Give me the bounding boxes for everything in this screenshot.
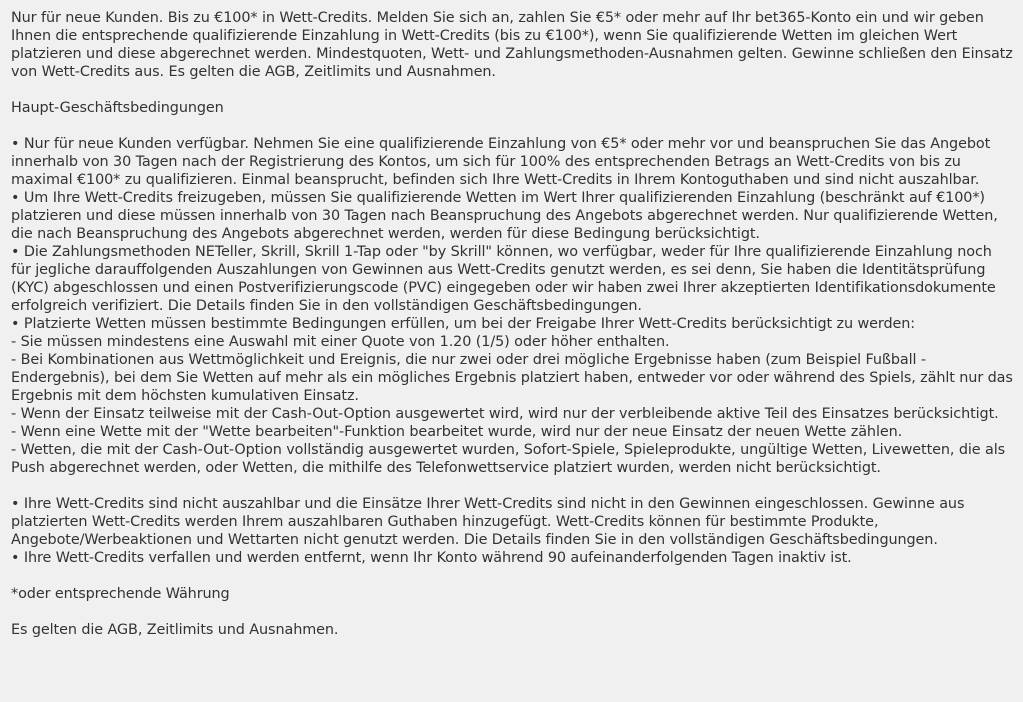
- spacer: [11, 477, 1013, 495]
- spacer: [11, 117, 1013, 135]
- bullet-bet-conditions: • Platzierte Wetten müssen bestimmte Bedingungen erfüllen, um bei der Freigabe Ihrer Wett-Credits berücksichtigt zu werden:: [11, 316, 916, 332]
- spacer: [11, 603, 1013, 621]
- currency-footnote: *oder entsprechende Währung: [11, 586, 230, 602]
- terms-heading: Haupt-Geschäftsbedingungen: [11, 100, 224, 116]
- condition-edit-bet: - Wenn eine Wette mit der "Wette bearbeiten"-Funktion bearbeitet wurde, wird nur der neue Einsatz der neuen Wette zählen.: [11, 424, 903, 440]
- condition-min-odds: - Sie müssen mindestens eine Auswahl mit einer Quote von 1.20 (1/5) oder höher enthalten.: [11, 334, 670, 350]
- condition-combinations: - Bei Kombinationen aus Wettmöglichkeit und Ereignis, die nur zwei oder drei mögliche Ergebnisse haben (zum Beispiel Fußball - Endergebnis), bei dem Sie Wetten auf mehr als ein mögliches Ergebnis platziert haben, entweder vor oder während des Spiels, zählt nur das Ergebnis mit dem höchsten kumulativen Einsatz.: [11, 352, 1013, 404]
- condition-excluded-bets: - Wetten, die mit der Cash-Out-Option vollständig ausgewertet wurden, Sofort-Spiele, Spieleprodukte, ungültige Wetten, Livewetten, die als Push abgerechnet werden, oder Wetten, die mithilfe des Telefonwettservice platziert wurden, werden nicht berücksichtigt.: [11, 442, 1006, 476]
- bullet-not-withdrawable: • Ihre Wett-Credits sind nicht auszahlbar und die Einsätze Ihrer Wett-Credits sind nicht in den Gewinnen eingeschlossen. Gewinne aus platzierten Wett-Credits werden Ihrem auszahlbaren Guthaben hinzugefügt. Wett-Credits können für bestimmte Produkte, Angebote/Werbeaktionen und Wettarten nicht genutzt werden. Die Details finden Sie in den vollständigen Geschäftsbedingungen.: [11, 496, 965, 548]
- bullet-release-credits: • Um Ihre Wett-Credits freizugeben, müssen Sie qualifizierende Wetten im Wert Ihrer qualifizierenden Einzahlung (beschränkt auf €100*) platzieren und diese müssen innerhalb von 30 Tagen nach Beanspruchung des Angebots abgerechnet werden. Nur qualifizierende Wetten, die nach Beanspruchung des Angebots abgerechnet werden, werden für diese Bedingung berücksichtigt.: [11, 190, 998, 242]
- terms-text: [11, 9, 1013, 639]
- spacer: [11, 81, 1013, 99]
- bullet-payment-methods: • Die Zahlungsmethoden NETeller, Skrill, Skrill 1-Tap oder "by Skrill" können, wo verfügbar, weder für Ihre qualifizierende Einzahlung noch für jegliche darauffolgenden Auszahlungen von Gewinnen aus Wett-Credits genutzt werden, es sei denn, Sie haben die Identitätsprüfung (KYC) abgeschlossen und einen Postverifizierungscode (PVC) eingegeben oder wir haben zwei Ihrer akzeptierten Identifikationsdokumente erfolgreich verifiziert. Die Details finden Sie in den vollständigen Geschäftsbedingungen.: [11, 244, 996, 314]
- spacer: [11, 567, 1013, 585]
- bullet-new-customers: • Nur für neue Kunden verfügbar. Nehmen Sie eine qualifizierende Einzahlung von €5* oder mehr vor und beanspruchen Sie das Angebot innerhalb von 30 Tagen nach der Registrierung des Kontos, um sich für 100% des entsprechenden Betrags an Wett-Credits von bis zu maximal €100* zu qualifizieren. Einmal beansprucht, befinden sich Ihre Wett-Credits in Ihrem Kontoguthaben und sind nicht auszahlbar.: [11, 136, 991, 188]
- bullet-expiry: • Ihre Wett-Credits verfallen und werden entfernt, wenn Ihr Konto während 90 aufeinanderfolgenden Tagen inaktiv ist.: [11, 550, 852, 566]
- closing-line: Es gelten die AGB, Zeitlimits und Ausnahmen.: [11, 622, 339, 638]
- intro-paragraph: Nur für neue Kunden. Bis zu €100* in Wett-Credits. Melden Sie sich an, zahlen Sie €5* oder mehr auf Ihr bet365-Konto ein und wir geben Ihnen die entsprechende qualifizierende Einzahlung in Wett-Credits (bis zu €100*), wenn Sie qualifizierende Wetten im gleichen Wert platzieren und diese abgerechnet werden. Mindestquoten, Wett- und Zahlungsmethoden-Ausnahmen gelten. Gewinne schließen den Einsatz von Wett-Credits aus. Es gelten die AGB, Zeitlimits und Ausnahmen.: [11, 10, 1013, 80]
- condition-partial-cashout: - Wenn der Einsatz teilweise mit der Cash-Out-Option ausgewertet wird, wird nur der verbleibende aktive Teil des Einsatzes berücksichtigt.: [11, 406, 999, 422]
